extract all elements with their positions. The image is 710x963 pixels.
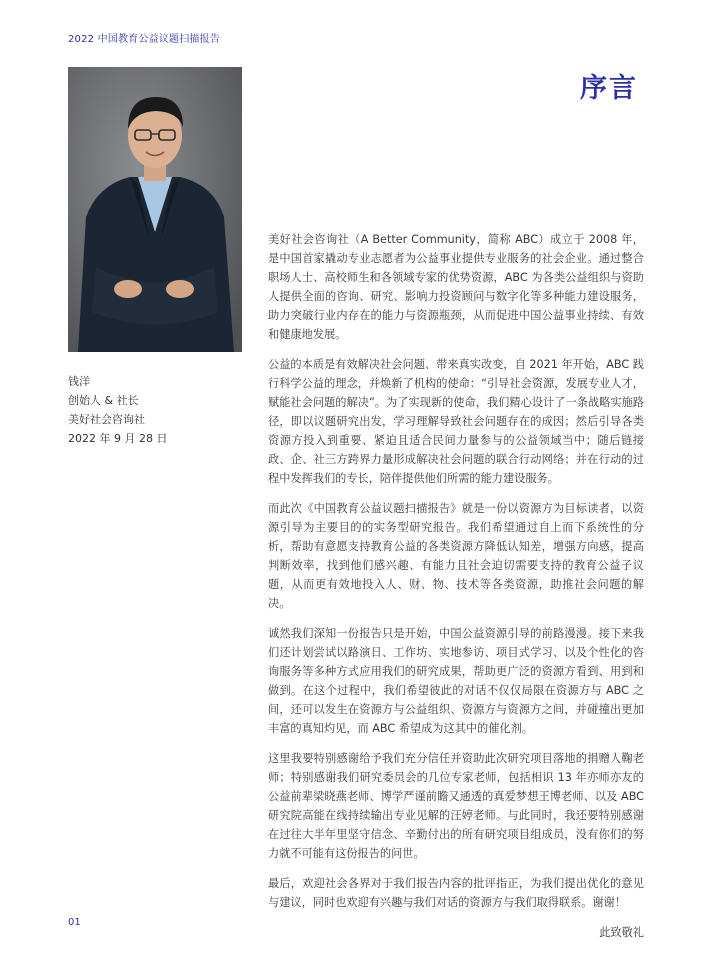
author-role: 创始人 & 社长 bbox=[68, 394, 139, 407]
report-header-title: 2022 中国教育公益议题扫描报告 bbox=[68, 34, 221, 45]
paragraph-intro: 美好社会咨询社（A Better Community，简称 ABC）成立于 2008 年，是中国首家撬动专业志愿者为公益事业提供专业服务的社会企业。通过整合职场人士、高校师生和各领域专家的优势资源，ABC 为各类公益组织与资助人提供全面的咨询、研究、影响力投资顾问与数字化等多种能力建设服务，助力突破行业内存在的能力与资源瓶颈，从而促进中国公益事业持续、有效和健康地发展。 bbox=[268, 233, 644, 341]
paragraph-acknowledgements: 这里我要特别感谢给予我们充分信任并资助此次研究项目落地的捐赠人鞠老师；特别感谢我们研究委员会的几位专家老师，包括相识 13 年亦师亦友的公益前辈梁晓燕老师、博学严谨前瞻又通透的真爱梦想王博老师、以及 ABC 研究院高能在线持续输出专业见解的汪婷老师。与此同时，我还要特别感谢在过往大半年里坚守信念、辛勤付出的所有研究项目组成员，没有你们的努力就不可能有这份报告的问世。 bbox=[268, 752, 644, 860]
closing-salutation: 此致敬礼 bbox=[599, 926, 644, 939]
portrait-illustration bbox=[68, 67, 242, 352]
preface-body bbox=[268, 230, 644, 942]
author-organization: 美好社会咨询社 bbox=[68, 413, 145, 426]
author-portrait bbox=[68, 67, 242, 352]
signature-date: 2022 年 9 月 28 日 bbox=[68, 432, 168, 445]
paragraph-next-steps: 诚然我们深知一份报告只是开始，中国公益资源引导的前路漫漫。接下来我们还计划尝试以路演日、工作坊、实地参访、项目式学习、以及个性化的咨询服务等多种方式应用我们的研究成果，帮助更广泛的资源方看到、用到和做到。在这个过程中，我们希望彼此的对话不仅仅局限在资源方与 ABC 之间，还可以发生在资源方与公益组织、资源方与资源方之间，并碰撞出更加丰富的真知灼见，而 ABC 希望成为这其中的催化剂。 bbox=[268, 627, 644, 735]
paragraph-report-purpose: 而此次《中国教育公益议题扫描报告》就是一份以资源方为目标读者，以资源引导为主要目的的实务型研究报告。我们希望通过自上而下系统性的分析，帮助有意愿支持教育公益的各类资源方降低认知差，增强方向感，提高判断效率，找到他们感兴趣、有能力且社会迫切需要支持的教育公益子议题，从而更有效地投入人、财、物、技术等各类资源，助推社会问题的解决。 bbox=[268, 502, 644, 610]
paragraph-closing-remarks: 最后，欢迎社会各界对于我们报告内容的批评指正，为我们提出优化的意见与建议，同时也欢迎有兴趣与我们对话的资源方与我们取得联系。谢谢！ bbox=[268, 877, 644, 909]
paragraph-mission: 公益的本质是有效解决社会问题、带来真实改变，自 2021 年开始，ABC 践行科学公益的理念，并焕新了机构的使命：“引导社会资源，发展专业人才，赋能社会问题的解决”。为了实现新的使命，我们精心设计了一条战略实施路径，即以议题研究出发，学习理解导致社会问题存在的成因；然后引导各类资源方投入到重要、紧迫且适合民间力量参与的公益领域当中；随后链接政、企、社三方跨界力量形成解决社会问题的联合行动网络；并在行动的过程中发挥我们的专长，陪伴提供他们所需的能力建设服务。 bbox=[268, 358, 644, 485]
author-name: 钱洋 bbox=[68, 375, 90, 388]
page-number: 01 bbox=[68, 917, 81, 928]
author-signature bbox=[68, 372, 248, 448]
page-title: 序言 bbox=[580, 73, 638, 104]
